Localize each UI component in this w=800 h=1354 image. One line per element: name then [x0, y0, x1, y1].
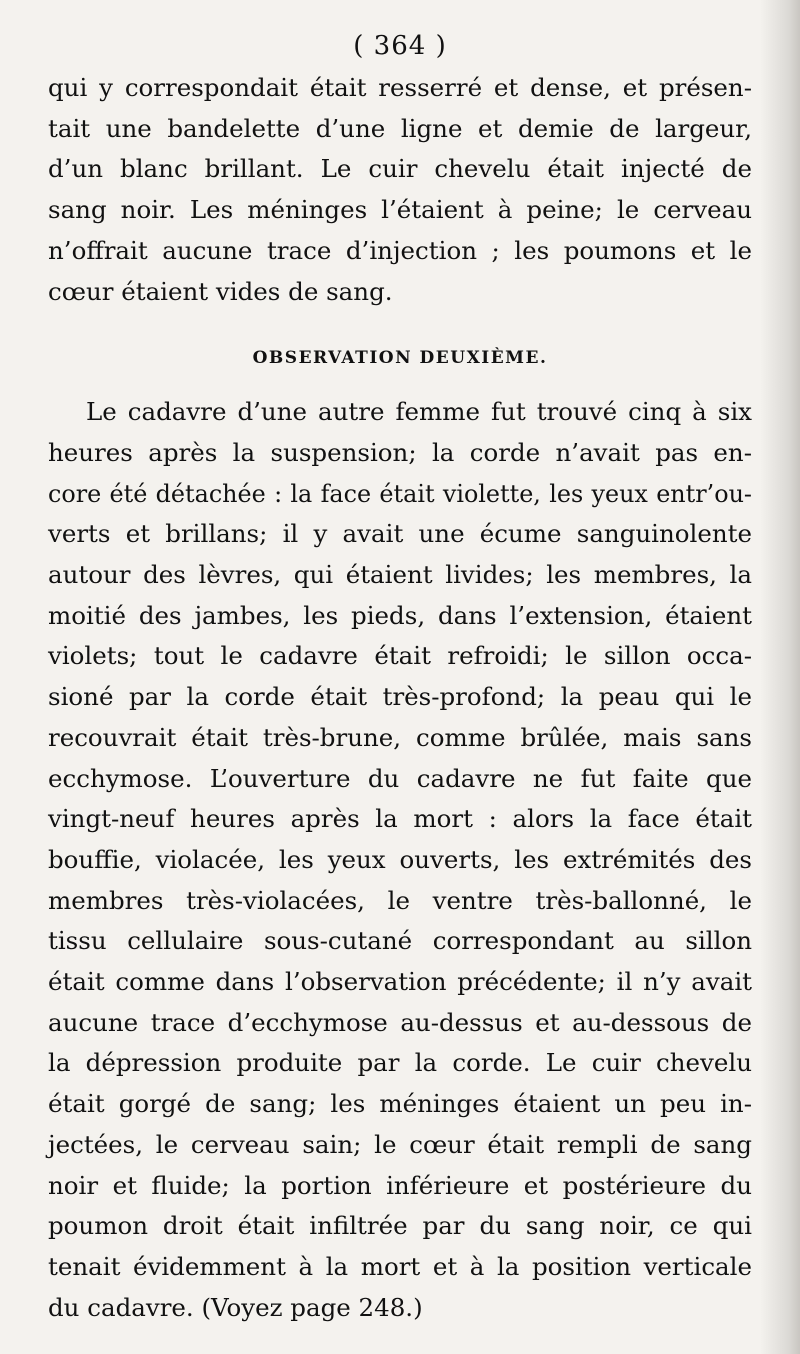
- text-line: ecchymose. L’ouverture du cadavre ne fut faite que: [48, 763, 752, 793]
- text-line: aucune trace d’ecchymose au-dessus et au-dessous de: [48, 1007, 752, 1037]
- text-line: bouffie, violacée, les yeux ouverts, les extrémités des: [48, 844, 752, 874]
- text-line: d’un blanc brillant. Le cuir chevelu était injecté de: [48, 154, 752, 184]
- text-line: tissu cellulaire sous-cutané correspondant au sillon: [48, 926, 752, 956]
- text-line: verts et brillans; il y avait une écume sanguinolente: [48, 519, 752, 549]
- text-line: violets; tout le cadavre était refroidi; le sillon occa-: [48, 641, 752, 671]
- text-line: sioné par la corde était très-profond; la peau qui le: [48, 682, 752, 712]
- paragraph-observation: [48, 392, 752, 1328]
- page-gutter-shadow: [760, 0, 800, 1354]
- text-line: poumon droit était infiltrée par du sang noir, ce qui: [48, 1211, 752, 1241]
- text-line: tait une bandelette d’une ligne et demie de largeur,: [48, 113, 752, 143]
- text-line: Le cadavre d’une autre femme fut trouvé cinq à six: [86, 397, 752, 427]
- section-heading: OBSERVATION DEUXIÈME.: [252, 348, 548, 369]
- text-line: moitié des jambes, les pieds, dans l’extension, étaient: [48, 600, 752, 630]
- text-line: noir et fluide; la portion inférieure et postérieure du: [48, 1170, 752, 1200]
- text-line: heures après la suspension; la corde n’avait pas en-: [48, 437, 752, 467]
- text-line: sang noir. Les méninges l’étaient à peine; le cerveau: [48, 195, 752, 225]
- text-line: était comme dans l’observation précédente; il n’y avait: [48, 967, 752, 997]
- text-line: du cadavre. (Voyez page 248.): [48, 1292, 423, 1322]
- text-line: recouvrait était très-brune, comme brûlée, mais sans: [48, 722, 752, 752]
- text-line: core été détachée : la face était violette, les yeux entr’ou-: [48, 479, 752, 508]
- text-line: tenait évidemment à la mort et à la position verticale: [48, 1251, 752, 1281]
- page-content: [48, 24, 752, 1328]
- text-line: était gorgé de sang; les méninges étaient un peu in-: [48, 1089, 752, 1119]
- page-number: ( 364 ): [353, 31, 447, 61]
- text-line: membres très-violacées, le ventre très-ballonné, le: [48, 885, 752, 915]
- text-line: la dépression produite par la corde. Le cuir chevelu: [48, 1048, 752, 1078]
- text-line: cœur étaient vides de sang.: [48, 276, 393, 306]
- text-line: n’offrait aucune trace d’injection ; les poumons et le: [48, 235, 752, 265]
- text-line: qui y correspondait était resserré et dense, et présen-: [48, 73, 752, 102]
- text-line: autour des lèvres, qui étaient livides; les membres, la: [48, 560, 752, 590]
- paragraph-continuation: [48, 68, 752, 312]
- text-line: vingt-neuf heures après la mort : alors la face était: [48, 804, 752, 834]
- text-line: jectées, le cerveau sain; le cœur était rempli de sang: [48, 1129, 752, 1159]
